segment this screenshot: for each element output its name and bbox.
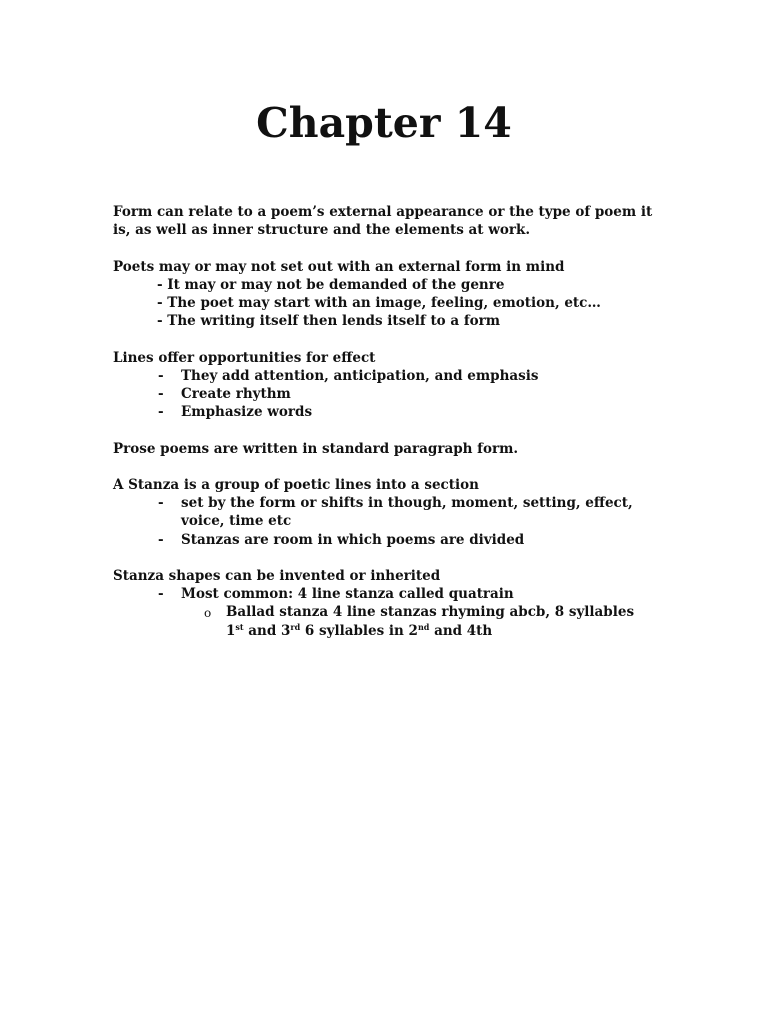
list-item-text: Create rhythm (181, 386, 291, 402)
list-item-text: Emphasize words (181, 404, 313, 421)
sub-item-text-part3: 6 syllables in 2 (300, 622, 418, 639)
intro-paragraph: Form can relate to a poem’s external appearance or the type of poem it is, as well as inner structure and the elements at work. (113, 204, 653, 239)
dash-bullet: - (158, 404, 164, 421)
superscript-st: st (235, 621, 244, 632)
form-heading: Poets may or may not set out with an external form in mind (113, 258, 565, 275)
list-item-text: set by the form or shifts in though, moment, setting, effect, voice, time etc (181, 495, 633, 530)
sub-item-text-part2: and 3 (243, 622, 291, 639)
list-item (113, 531, 653, 549)
form-line: - The poet may start with an image, feeling, emotion, etc… (157, 295, 601, 311)
list-item (113, 585, 653, 603)
prose-paragraph: Prose poems are written in standard paragraph form. (113, 440, 519, 457)
spacer (113, 421, 653, 439)
list-item (113, 494, 653, 530)
sub-list-item (113, 603, 653, 639)
document-body (113, 203, 653, 640)
spacer (113, 458, 653, 476)
stanza-heading: A Stanza is a group of poetic lines into a section (113, 476, 479, 493)
list-item-text: Stanzas are room in which poems are divided (181, 531, 525, 548)
form-line: - It may or may not be demanded of the genre (157, 276, 505, 293)
sub-item-text-part1: Ballad stanza 4 line stanzas rhyming abcb, 8 syllables 1 (226, 604, 635, 639)
dash-bullet: - (158, 386, 164, 402)
sub-item-text-part4: and 4th (429, 622, 493, 639)
dash-bullet: - (158, 495, 164, 512)
superscript-nd: nd (417, 621, 430, 632)
superscript-rd: rd (290, 621, 301, 632)
spacer (113, 239, 653, 257)
spacer (113, 549, 653, 567)
circle-bullet-icon: o (204, 606, 212, 621)
list-item-text: They add attention, anticipation, and emphasis (181, 367, 539, 384)
list-item-text: Most common: 4 line stanza called quatrain (181, 586, 514, 603)
spacer (113, 330, 653, 348)
dash-bullet: - (158, 367, 164, 384)
list-item (113, 367, 653, 385)
form-line: - The writing itself then lends itself to a form (157, 313, 501, 330)
shapes-heading: Stanza shapes can be invented or inherited (113, 567, 441, 584)
list-item (113, 385, 653, 403)
page-title: Chapter 14 (256, 99, 512, 147)
lines-heading: Lines offer opportunities for effect (113, 349, 376, 366)
dash-bullet: - (158, 531, 164, 548)
list-item (113, 403, 653, 421)
dash-bullet: - (158, 586, 164, 603)
